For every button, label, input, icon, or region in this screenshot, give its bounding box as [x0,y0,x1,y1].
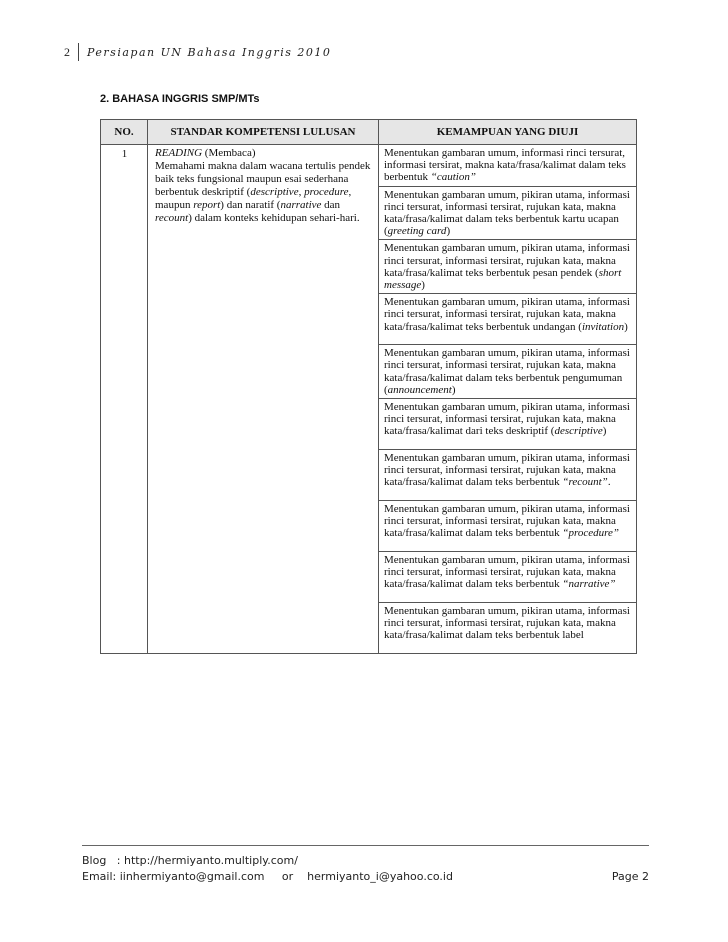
kemampuan-term: invitation [581,320,625,333]
kemampuan-cell [379,240,637,294]
section-title: 2. BAHASA INGGRIS SMP/MTs [100,93,260,105]
kemampuan-term: short message [384,266,622,292]
header-title: Persiapan UN Bahasa Inggris 2010 [87,45,332,59]
footer-divider [82,845,649,846]
header-kemampuan: KEMAMPUAN YANG DIUJI [379,120,637,145]
kemampuan-cell [379,186,637,240]
header-divider [78,43,79,61]
kemampuan-cell [379,345,637,399]
kemampuan-cell [379,294,637,345]
standar-cell [148,145,379,654]
kemampuan-suffix: ) [602,425,607,438]
footer-email: Email: iinhermiyanto@gmail.com or hermiyanto_i@yahoo.co.id [82,870,453,883]
standar-sep: , [298,186,305,198]
kemampuan-term: “recount” [562,476,608,489]
term-recount: recount [155,212,189,224]
kemampuan-term: “narrative” [562,578,616,591]
table-header-row [101,120,637,145]
kemampuan-text: Menentukan gambaran umum, pikiran utama, informasi rinci tersurat, informasi tersirat, rujukan kata, makna kata/frasa/kalimat dalam teks berbentuk [384,503,630,540]
row-number: 1 [101,145,148,654]
kemampuan-text: Menentukan gambaran umum, pikiran utama, informasi rinci tersurat, informasi tersirat, rujukan kata, makna kata/frasa/kalimat dari teks deskriptif ( [384,401,630,438]
kemampuan-cell [379,603,637,654]
kemampuan-text: Menentukan gambaran umum, pikiran utama, informasi rinci tersurat, informasi tersirat, rujukan kata, makna kata/frasa/kalimat dalam teks berbentuk kartu ucapan ( [384,188,630,238]
kemampuan-cell [379,145,637,187]
kemampuan-cell [379,552,637,603]
term-descriptive: descriptive [250,186,299,198]
kemampuan-term: greeting card [387,225,447,238]
kemampuan-suffix: ) [451,383,456,396]
kemampuan-text: Menentukan gambaran umum, pikiran utama, informasi rinci tersurat, informasi tersirat, rujukan kata, makna kata/frasa/kalimat dalam teks berbentuk [384,452,630,489]
kemampuan-term: “caution” [430,171,476,184]
kemampuan-suffix: ) [421,279,425,292]
standar-dan: dan [321,199,341,211]
kemampuan-term: descriptive [554,425,603,438]
kemampuan-term: “procedure” [562,527,620,540]
kemampuan-cell [379,501,637,552]
kemampuan-cell [379,399,637,450]
kemampuan-cell [379,450,637,501]
kemampuan-suffix: ) [446,225,451,238]
kemampuan-suffix: ) [624,320,628,333]
kemampuan-text: Menentukan gambaran umum, pikiran utama, informasi rinci tersurat, informasi tersirat, rujukan kata, makna kata/frasa/kalimat dalam teks berbentuk pengumuman ( [384,347,630,396]
kemampuan-text: Menentukan gambaran umum, informasi rinci tersurat, informasi tersirat, makna kata/frasa/kalimat dalam teks berbentuk [384,147,626,184]
page-number: 2 [64,44,70,59]
kemampuan-text: Menentukan gambaran umum, pikiran utama, informasi rinci tersurat, informasi tersirat, rujukan kata, makna kata/frasa/kalimat teks berbentuk pesan pendek ( [384,242,630,279]
reading-label: READING [155,147,203,159]
kemampuan-text: Menentukan gambaran umum, pikiran utama, informasi rinci tersurat, informasi tersirat, rujukan kata, makna kata/frasa/kalimat dalam teks berbentuk label [384,605,630,642]
kemampuan-suffix: . [607,476,611,489]
kemampuan-text: Menentukan gambaran umum, pikiran utama, informasi rinci tersurat, informasi tersirat, rujukan kata, makna kata/frasa/kalimat teks berbentuk undangan ( [384,296,630,333]
table-row [101,145,637,187]
kemampuan-text: Menentukan gambaran umum, pikiran utama, informasi rinci tersurat, informasi tersirat, rujukan kata, makna kata/frasa/kalimat dalam teks berbentuk [384,554,630,591]
standar-end: ) dalam konteks kehidupan sehari-hari. [188,212,360,224]
term-procedure: procedure [304,186,349,198]
kemampuan-term: announcement [387,383,452,396]
footer-blog: Blog : http://hermiyanto.multiply.com/ [82,854,298,867]
header-standar: STANDAR KOMPETENSI LULUSAN [148,120,379,145]
page-header [64,42,331,62]
competency-table [100,119,637,654]
header-no: NO. [101,120,148,145]
term-narrative: narrative [280,199,322,211]
term-report: report [193,199,221,211]
footer-page-number: Page 2 [611,870,649,883]
page-footer [82,853,649,885]
standar-mid: , maupun [155,186,352,211]
reading-suffix: (Membaca) [202,147,256,159]
standar-text: Memahami makna dalam wacana tertulis pendek baik teks fungsional maupun esai sederhana berbentuk deskriptif ( [155,160,371,198]
standar-mid2: ) dan naratif ( [220,199,281,211]
